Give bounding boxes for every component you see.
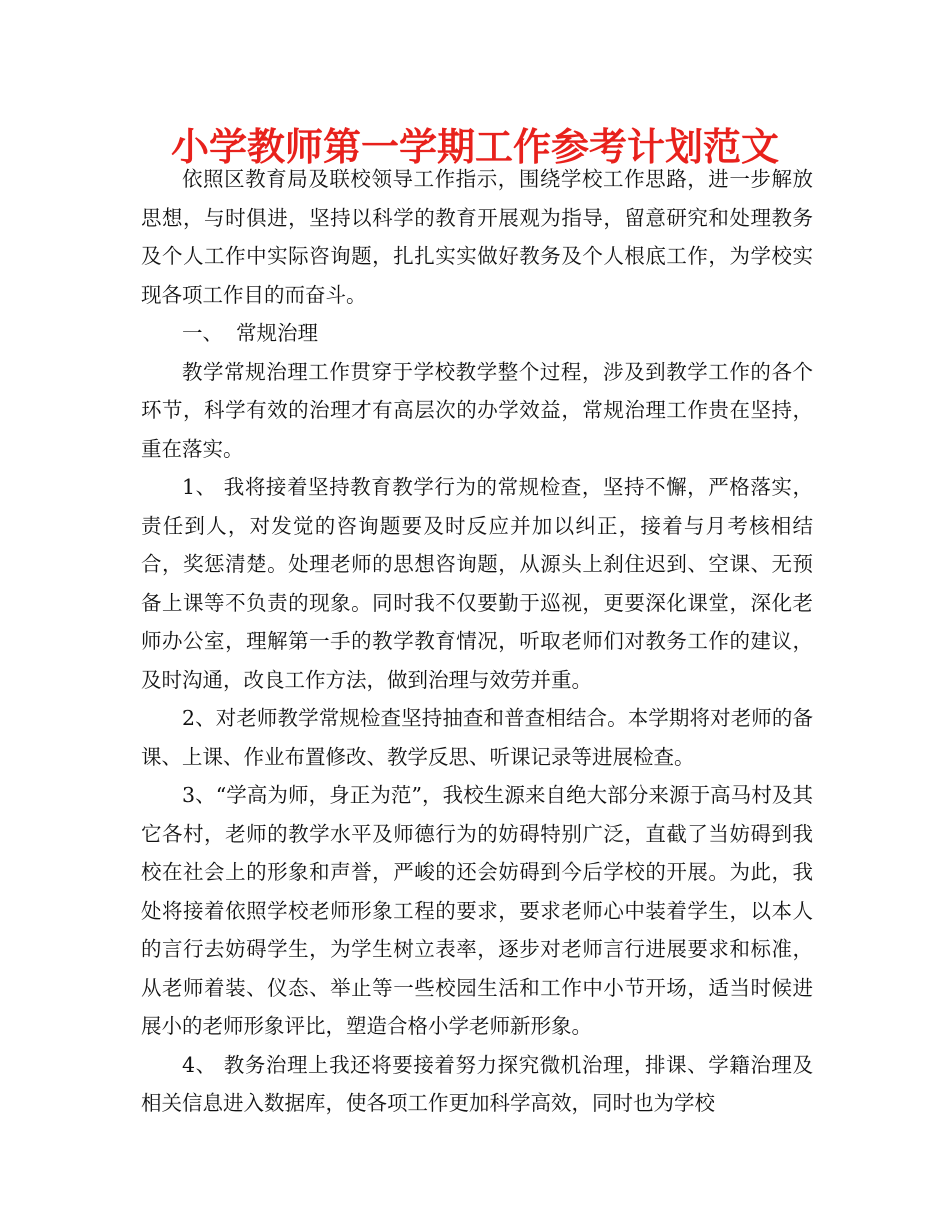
paragraph-item-2: 2、对老师教学常规检查坚持抽查和普查相结合。本学期将对老师的备课、上课、作业布置修改、教学反思、听课记录等进展检查。 [141, 706, 813, 769]
paragraph-item-1: 1、 我将接着坚持教育教学行为的常规检查，坚持不懈，严格落实，责任到人，对发觉的咨询题要及时反应并加以纠正，接着与月考核相结合，奖惩清楚。处理老师的思想咨询题，从源头上刹住迟到、空课、无预备上课等不负责的现象。同时我不仅要勤于巡视，更要深化课堂，深化老师办公室，理解第一手的教学教育情况，听取老师们对教务工作的建议，及时沟通，改良工作方法，做到治理与效劳并重。 [141, 475, 813, 692]
paragraph-routine-overview: 教学常规治理工作贯穿于学校教学整个过程，涉及到教学工作的各个环节，科学有效的治理才有高层次的办学效益，常规治理工作贵在坚持，重在落实。 [141, 359, 813, 461]
document-body [141, 160, 813, 1123]
paragraph-intro: 依照区教育局及联校领导工作指示，围绕学校工作思路，进一步解放思想，与时俱进，坚持以科学的教育开展观为指导，留意研究和处理教务及个人工作中实际咨询题，扎扎实实做好教务及个人根底工作，为学校实现各项工作目的而奋斗。 [141, 167, 813, 307]
document-title: 小学教师第一学期工作参考计划范文 [170, 125, 779, 169]
paragraph-item-3: 3、“学高为师，身正为范”，我校生源来自绝大部分来源于高马村及其它各村，老师的教学水平及师德行为的妨碍特别广泛，直截了当妨碍到我校在社会上的形象和声誉，严峻的还会妨碍到今后学校的开展。为此，我处将接着依照学校老师形象工程的要求，要求老师心中装着学生，以本人的言行去妨碍学生，为学生树立表率，逐步对老师言行进展要求和标准，从老师着装、仪态、举止等一些校园生活和工作中小节开场，适当时候进展小的老师形象评比，塑造合格小学老师新形象。 [141, 783, 813, 1038]
section-heading-routine-management: 一、 常规治理 [182, 321, 319, 345]
paragraph-item-4: 4、 教务治理上我还将要接着努力探究微机治理，排课、学籍治理及相关信息进入数据库，使各项工作更加科学高效，同时也为学校 [141, 1052, 813, 1115]
